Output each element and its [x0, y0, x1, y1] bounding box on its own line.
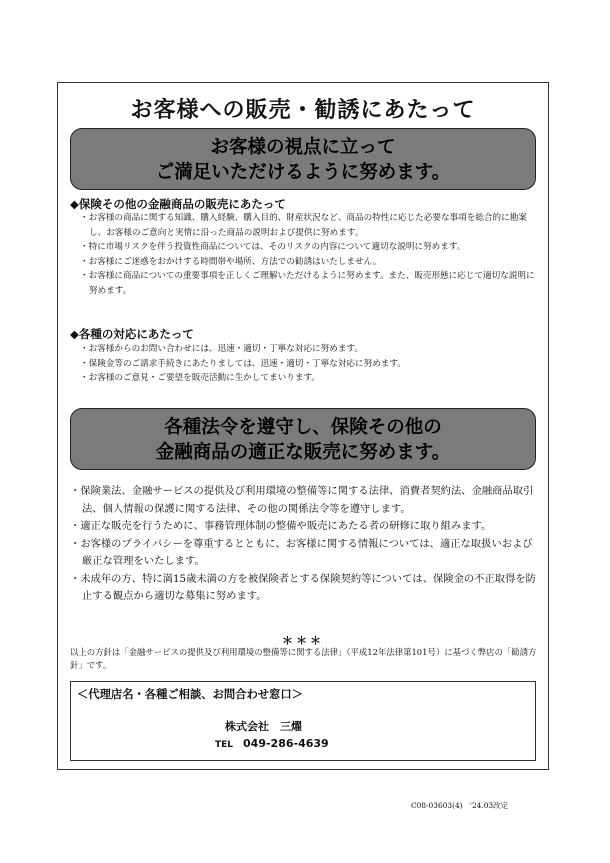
- list-item: ・保険業法、金融サービスの提供及び利用環境の整備等に関する法律、消費者契約法、金融商品取引法、個人情報の保護に関する法律、その他の関係法令等を遵守します。: [70, 485, 534, 515]
- list-item: ・お客様に商品についての重要事項を正しくご理解いただけるように努めます。また、販売形態に応じて適切な説明に努めます。: [80, 271, 535, 296]
- response-section-list: [80, 342, 540, 386]
- list-item: ・適正な販売を行うために、事務管理体制の整備や販売にあたる者の研修に取り組みます。: [70, 520, 492, 532]
- list-item: ・お客様のプライバシーを尊重するとともに、お客様に関する情報については、適正な取扱いおよび厳正な管理をいたします。: [70, 537, 533, 567]
- company-name: 株式会社 三燿: [225, 720, 302, 733]
- list-item: ・お客様からのお問い合わせには、迅速・適切・丁寧な対応に努めます。: [80, 344, 363, 354]
- contact-box: [70, 681, 536, 761]
- list-item: ・未成年の方、特に満15歳未満の方を被保険者とする保険契約等については、保険金の不正取得を防止する観点から適切な募集に努めます。: [70, 572, 536, 602]
- page-title: お客様への販売・勧誘にあたって: [130, 98, 476, 123]
- separator-stars: ＊＊＊: [282, 634, 324, 647]
- policy-note: 以上の方針は「金融サービスの提供及び利用環境の整備等に関する法律」（平成12年法律第101号）に基づく弊店の「勧誘方針」です。: [70, 647, 537, 670]
- contact-title: ＜代理店名・各種ご相談、お問合わせ窓口＞: [77, 688, 303, 701]
- document-code: C08-03603(4) '24.03改定: [411, 801, 508, 810]
- customer-perspective-banner: [70, 128, 536, 190]
- banner2-line1: 各種法令を遵守し、保険その他の: [164, 417, 442, 438]
- phone-number: 049-286-4639: [243, 737, 329, 750]
- sales-section-heading: ◆保険その他の金融商品の販売にあたって: [70, 197, 286, 211]
- compliance-list: [70, 483, 540, 606]
- response-section-heading: ◆各種の対応にあたって: [70, 327, 194, 341]
- sales-section-list: [80, 211, 540, 299]
- phone-line: [215, 737, 329, 750]
- list-item: ・特に市場リスクを伴う投資性商品については、そのリスクの内容について適切な説明に努めます。: [80, 242, 466, 253]
- list-item: ・保険金等のご請求手続きにあたりましては、迅速・適切・丁寧な対応に努めます。: [80, 358, 406, 369]
- banner2-line2: 金融商品の適正な販売に努めます。: [155, 442, 451, 463]
- policy-frame: [57, 82, 549, 770]
- banner1-line1: お客様の視点に立って: [210, 137, 396, 158]
- list-item: ・お客様にご迷惑をおかけする時間帯や場所、方法での勧誘はいたしません。: [80, 256, 382, 267]
- tel-label: TEL: [215, 740, 234, 750]
- compliance-banner: [70, 408, 536, 470]
- list-item: ・お客様の商品に関する知識、購入経験、購入目的、財産状況など、商品の特性に応じた必要な事項を総合的に勘案し、お客様のご意向と実情に沿った商品の説明および提供に努めます。: [80, 213, 527, 238]
- banner1-line2: ご満足いただけるように努めます。: [155, 162, 451, 183]
- list-item: ・お客様のご意見・ご要望を販売活動に生かしてまいります。: [80, 373, 320, 384]
